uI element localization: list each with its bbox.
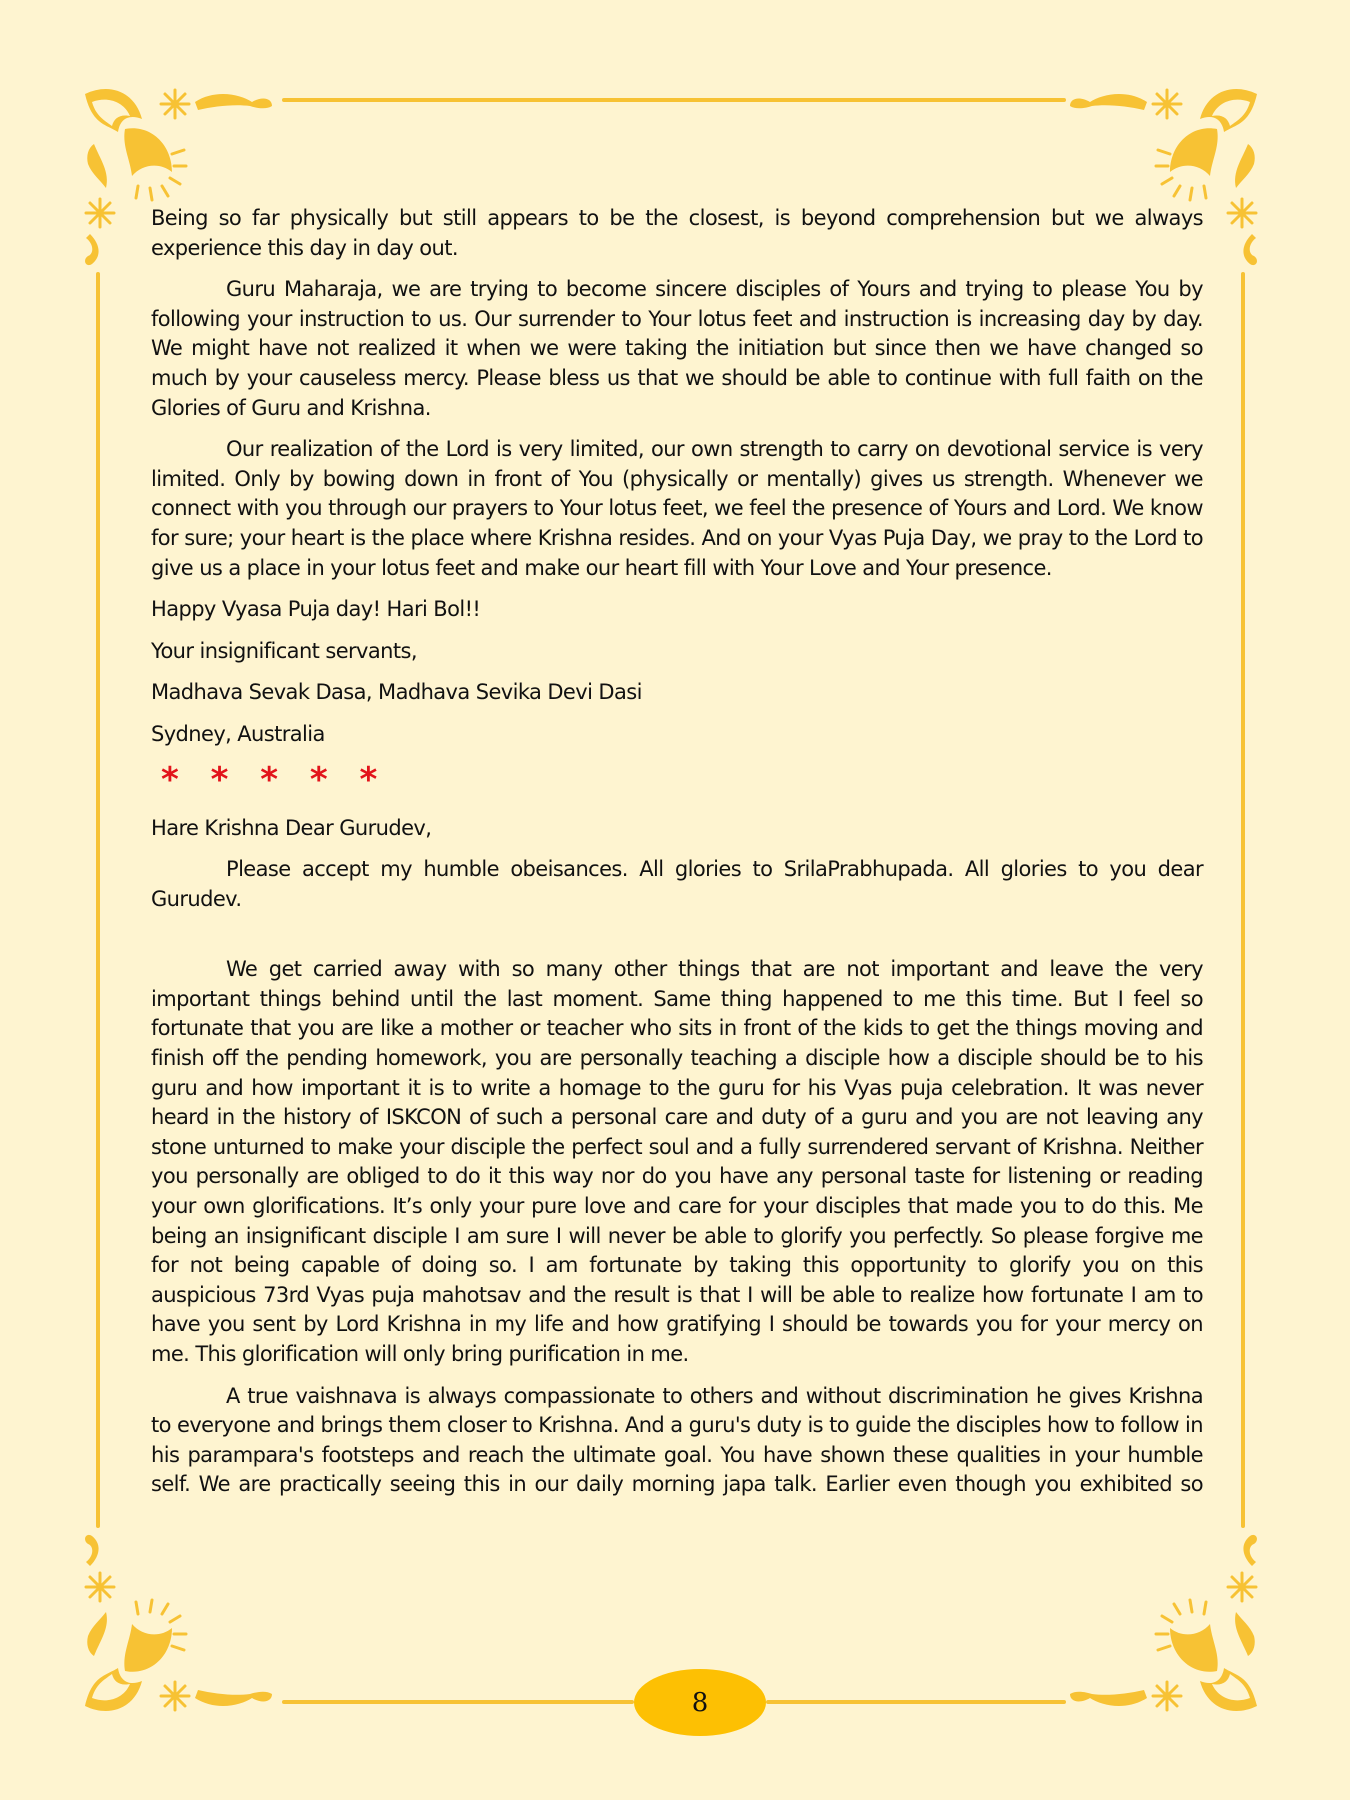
letter-body bbox=[151, 204, 1203, 1500]
asterisk-separator-icon: * * * * * bbox=[161, 759, 388, 800]
border-right bbox=[1241, 272, 1245, 1528]
paragraph: We get carried away with so many other things that are not important and leave the very important things behind until the last moment. Same thing happened to me this time. But I feel so fortunate that you are like a mother or teacher who sits in front of the kids to get the things moving and finish off the pending homework, you are personally teaching a disciple how a disciple should be to his guru and how important it is to write a homage to the guru for his Vyas puja celebration. It was never heard in the history of ISKCON of such a personal care and duty of a guru and you are not leaving any stone unturned to make your disciple the perfect soul and a fully surrendered servant of Krishna. Neither you personally are obliged to do it this way nor do you have any personal taste for listening or reading your own glorifications. It’s only your pure love and care for your disciples that made you to do this. Me being an insignificant disciple I am sure I will never be able to glorify you perfectly. So please forgive me for not being capable of doing so. I am fortunate by taking this opportunity to glorify you on this auspicious 73rd Vyas puja mahotsav and the result is that I will be able to realize how fortunate I am to have you sent by Lord Krishna in my life and how gratifying I should be towards you for your mercy on me. This glorification will only bring purification in me. bbox=[151, 957, 1203, 1366]
closing-signoff: Your insignificant servants, bbox=[151, 638, 417, 663]
paragraph: Guru Maharaja, we are trying to become sincere disciples of Yours and trying to please You by following your instruction to us. Our surrender to Your lotus feet and instruction is increasing day by day. We might have not realized it when we were taking the initiation but since then we have changed so much by your causeless mercy. Please bless us that we should be able to continue with full faith on the Glories of Guru and Krishna. bbox=[151, 277, 1203, 420]
border-bottom-left bbox=[282, 1700, 634, 1704]
signatory-location: Sydney, Australia bbox=[151, 721, 325, 746]
border-left bbox=[96, 272, 100, 1528]
border-top bbox=[282, 98, 1066, 102]
closing-greeting: Happy Vyasa Puja day! Hari Bol!! bbox=[151, 597, 481, 622]
paragraph: Our realization of the Lord is very limited, our own strength to carry on devotional service is very limited. Only by bowing down in front of You (physically or mentally) gives us strength. Whenever we connect with you through our prayers to Your lotus feet, we feel the presence of Yours and Lord. We know for sure; your heart is the place where Krishna resides. And on your Vyas Puja Day, we pray to the Lord to give us a place in your lotus feet and make our heart fill with Your Love and Your presence. bbox=[151, 437, 1203, 580]
paragraph: Please accept my humble obeisances. All glories to SrilaPrabhupada. All glories to you dear Gurudev. bbox=[151, 857, 1203, 911]
floral-corner-bottom-right-icon bbox=[1062, 1526, 1262, 1716]
page-number: 8 bbox=[691, 1687, 709, 1718]
border-bottom-right bbox=[766, 1700, 1066, 1704]
page-number-badge bbox=[634, 1669, 766, 1736]
letter-salutation: Hare Krishna Dear Gurudev, bbox=[151, 815, 432, 840]
signatory-names: Madhava Sevak Dasa, Madhava Sevika Devi Dasi bbox=[151, 680, 642, 705]
paragraph: A true vaishnava is always compassionate to others and without discrimination he gives Krishna to everyone and brings them closer to Krishna. And a guru's duty is to guide the disciples how to follow in his parampara's footsteps and reach the ultimate goal. You have shown these qualities in your humble self. We are practically seeing this in our daily morning japa talk. Earlier even though you exhibited so bbox=[151, 1383, 1203, 1497]
floral-corner-bottom-left-icon bbox=[80, 1526, 280, 1716]
paragraph: Being so far physically but still appears to be the closest, is beyond comprehension but we always experience this day in day out. bbox=[151, 206, 1203, 260]
